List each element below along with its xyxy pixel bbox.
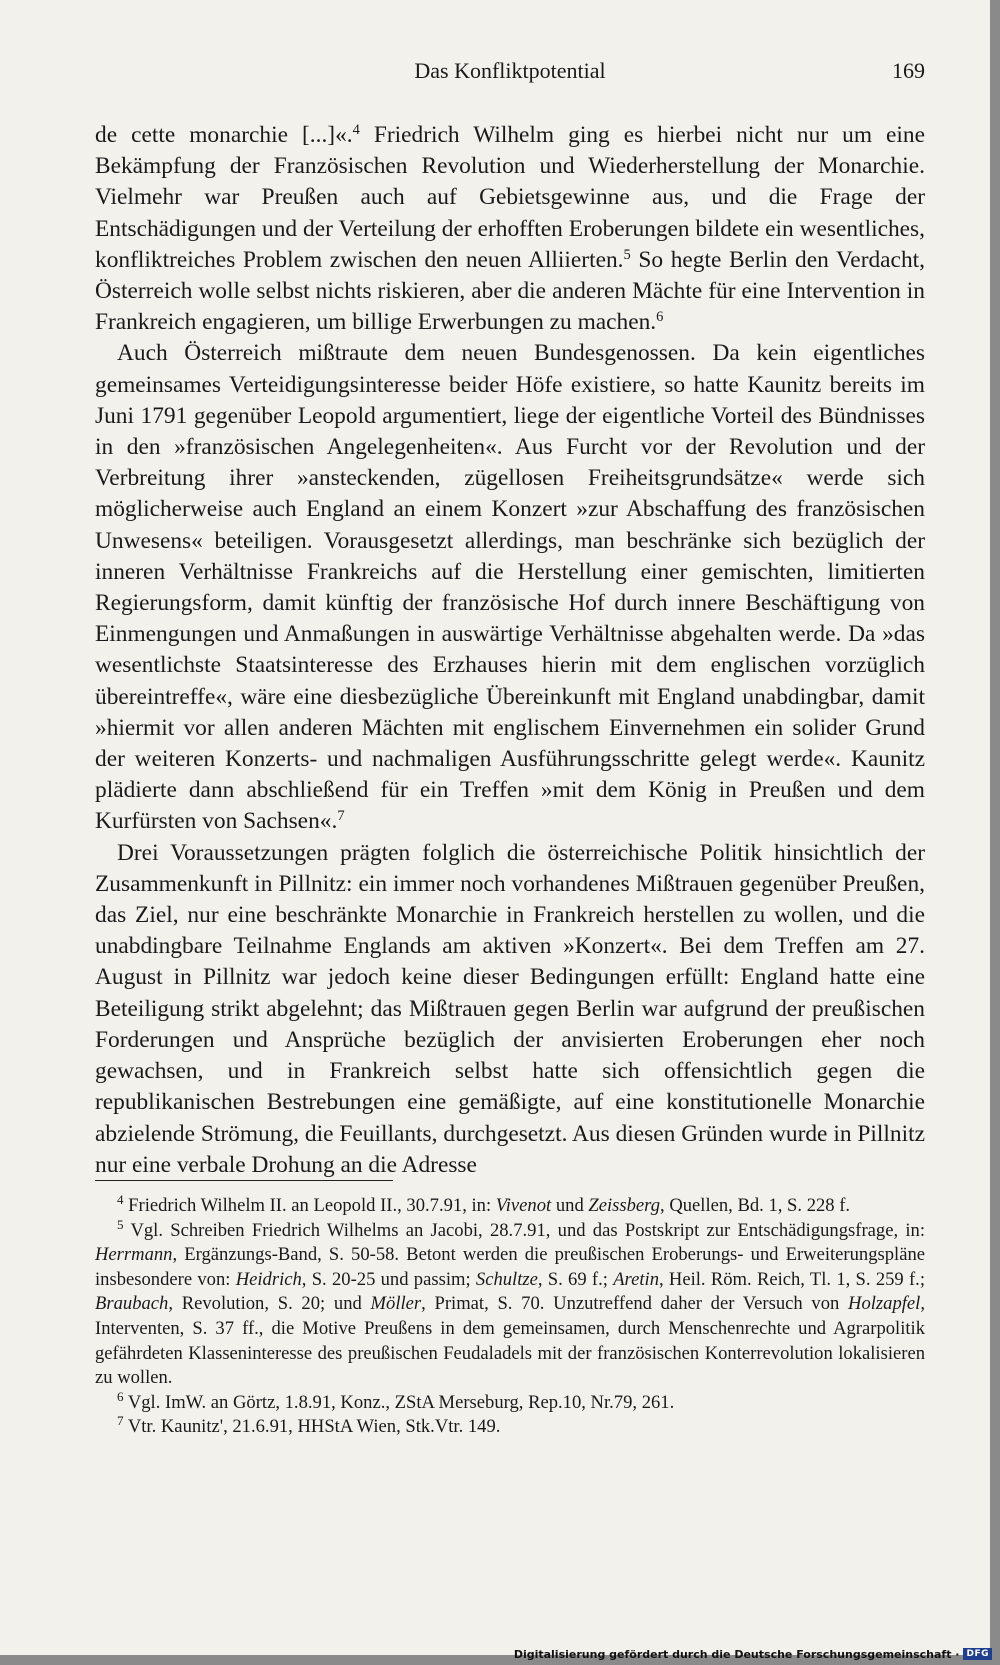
footnote-5-text-a: Vgl. Schreiben Friedrich Wilhelms an Jacobi, 28.7.91, und das Postskript zur Entschädigungsfrage, in:	[123, 1219, 925, 1241]
footnote-4-author-1: Vivenot	[495, 1195, 552, 1216]
footnote-5-author-2: Heidrich	[235, 1268, 302, 1290]
footnote-5-text-b: , Ergänzungs-Band, S. 50-58. Betont werden die preußischen Eroberungs- und Erweiterungspläne insbesondere von:	[95, 1244, 925, 1290]
footnote-5-text-e: , Heil. Röm. Reich, Tl. 1, S. 259 f.;	[659, 1268, 925, 1290]
footnote-5-author-4: Aretin	[613, 1268, 659, 1290]
running-header	[95, 58, 925, 92]
paragraph-1	[95, 120, 925, 338]
footnote-5-author-5: Braubach	[95, 1293, 169, 1315]
footnote-4-text-b: und	[551, 1195, 589, 1216]
footnote-6	[95, 1388, 925, 1416]
footnote-7	[95, 1415, 925, 1440]
footnotes	[95, 1191, 925, 1440]
paragraph-3: Drei Voraussetzungen prägten folglich die österreichische Politik hinsichtlich der Zusammenkunft in Pillnitz: ein immer noch vorhandenes Mißtrauen gegenüber Preußen, das Ziel, nur eine beschränkte Monarchie in Frankreich herstellen zu wollen, und die unabdingbare Teilnahme Englands am aktiven »Konzert«. Bei dem Treffen am 27. August in Pillnitz war jedoch keine dieser Bedingungen erfüllt: England hatte eine Beteiligung strikt abgelehnt; das Mißtrauen gegen Berlin war aufgrund der preußischen Forderungen und Ansprüche bezüglich der anvisierten Eroberungen eher noch gewachsen, und in Frankreich selbst hatte sich offensichtlich gegen die republikanischen Bestrebungen eine gemäßigte, auf eine konstitutionelle Monarchie abzielende Strömung, die Feuillants, durchgesetzt. Aus diesen Gründen wurde in Pillnitz nur eine verbale Drohung an die Adresse	[95, 839, 925, 1178]
footnote-5-text-h: , Interventen, S. 37 ff., die Motive Preußens in dem gemeinsamen, durch Menschenrechte und Agrarpolitik gefährdeten Klasseninteresse des preußischen Feudaladels mit der französischen Konterrevolution lokalisieren zu wollen.	[95, 1293, 925, 1389]
footnote-4-author-2: Zeissberg	[588, 1195, 661, 1216]
paragraph-1-part-3: So hegte Berlin den Verdacht, Österreich wolle selbst nichts riskieren, aber die anderen Mächte für eine Intervention in Frankreich engagieren, um billige Erwerbungen zu machen.	[95, 246, 925, 336]
footnote-7-number: 7	[117, 1413, 124, 1429]
digitization-credit-text: Digitalisierung gefördert durch die Deutsche Forschungsgemeinschaft ·	[513, 1647, 960, 1661]
page-number: 169	[892, 58, 925, 83]
footnote-5-text-f: , Revolution, S. 20; und	[168, 1293, 371, 1315]
running-title: Das Konfliktpotential	[414, 58, 606, 83]
paragraph-1-part-1: de cette monarchie [...]«.	[95, 122, 353, 148]
footnote-7-text: Vtr. Kaunitz', 21.6.91, HHStA Wien, Stk.Vtr. 149.	[123, 1416, 501, 1438]
footnote-ref-5: 5	[623, 246, 631, 263]
paragraph-2	[95, 338, 925, 837]
footnote-4-text-a: Friedrich Wilhelm II. an Leopold II., 30.7.91, in:	[123, 1195, 496, 1216]
footnote-5-text-d: , S. 69 f.;	[537, 1268, 614, 1290]
footnote-5-author-7: Holzapfel	[848, 1293, 921, 1315]
footnote-6-text: Vgl. ImW. an Görtz, 1.8.91, Konz., ZStA Merseburg, Rep.10, Nr.79, 261.	[123, 1391, 675, 1413]
footnote-ref-4: 4	[352, 122, 360, 139]
main-text	[95, 120, 925, 1181]
footnote-ref-7: 7	[337, 808, 345, 825]
footnote-5-number: 5	[117, 1216, 124, 1232]
footnote-6-number: 6	[117, 1388, 124, 1404]
footnote-5-author-1: Herrmann	[95, 1244, 173, 1266]
footnote-4	[95, 1191, 925, 1219]
footnote-separator	[95, 1180, 393, 1181]
footnote-4-number: 4	[117, 1191, 124, 1207]
footnote-5-text-c: , S. 20-25 und passim;	[301, 1268, 476, 1290]
digitization-credit	[514, 1645, 992, 1663]
footnote-5-text-g: , Primat, S. 70. Unzutreffend daher der Versuch von	[421, 1293, 849, 1315]
paragraph-2-text: Auch Österreich mißtraute dem neuen Bundesgenossen. Da kein eigentliches gemeinsames Verteidigungsinteresse beider Höfe existiere, so hatte Kaunitz bereits im Juni 1791 gegenüber Leopold argumentiert, liege der eigentliche Vorteil des Bündnisses in den »französischen Angelegenheiten«. Aus Furcht vor der Revolution und der Verbreitung ihrer »ansteckenden, zügellosen Freiheitsgrundsätze« werde sich möglicherweise auch England an einem Konzert »zur Abschaffung des französischen Unwesens« beteiligen. Vorausgesetzt allerdings, man beschränke sich bezüglich der inneren Verhältnisse Frankreichs auf die Herstellung einer gemischten, limitierten Regierungsform, damit künftig der französische Hof durch innere Beschäftigung von Einmengungen und Anmaßungen in auswärtige Verhältnisse abgehalten werde. Da »das wesentlichste Staatsinteresse des Erzhauses hierin mit dem englischen vorzüglich übereintreffe«, wäre eine diesbezügliche Übereinkunft mit England unabdingbar, damit »hiermit vor allen anderen Mächten mit englischem Einvernehmen ein solider Grund der weiteren Konzerts- und nachmaligen Ausführungsschritte gelegt werde«. Kaunitz plädierte dann abschließend für ein Treffen »mit dem König in Preußen und dem Kurfürsten von Sachsen«.	[95, 340, 925, 835]
dfg-logo-icon: DFG	[963, 1648, 992, 1660]
footnote-5-author-6: Möller	[370, 1293, 422, 1315]
footnote-5	[95, 1216, 925, 1391]
footnote-4-text-c: , Quellen, Bd. 1, S. 228 f.	[660, 1195, 851, 1216]
footnote-5-author-3: Schultze	[475, 1268, 538, 1290]
footnote-ref-6: 6	[656, 309, 664, 326]
paragraph-1-part-2: Friedrich Wilhelm ging es hierbei nicht nur um eine Bekämpfung der Französischen Revolution und Wiederherstellung der Monarchie. Vielmehr war Preußen auch auf Gebietsgewinne aus, und die Frage der Entschädigungen und der Verteilung der erhofften Eroberungen bildete ein wesentliches, konfliktreiches Problem zwischen den neuen Alliierten.	[95, 122, 925, 273]
